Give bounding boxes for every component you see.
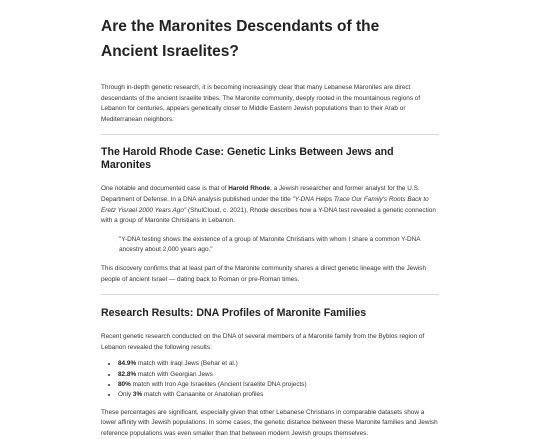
rhode-text-part: One notable and documented case is that of	[101, 185, 228, 192]
conclusion-paragraph: These percentages are significant, especially given that other Lebanese Christians in comparable datasets show a lower affinity with Jewish populations. In some cases, the genetic distance between these Maronite families and Jewish reference populations was even smaller than that between modern Jewish groups themselves.	[101, 408, 439, 439]
rhode-text-part: (ShulCloud, c. 2021), Rhode describes how a Y-DNA test revealed a genetic connection with a group of Maronite Christians in Lebanon.	[101, 207, 436, 225]
section-divider	[101, 134, 439, 135]
rhode-paragraph	[101, 184, 439, 226]
rhode-book-title: "Y-DNA Helps Trace Our Family's Roots Back to Eretz Yisrael 2000 Years Ago"	[101, 196, 429, 214]
rhode-name: Harold Rhode	[228, 185, 270, 192]
item-text: match with Iron Age Israelites (Ancient Israelite DNA projects)	[131, 381, 307, 388]
list-item	[118, 359, 439, 369]
item-percentage: 80%	[118, 381, 131, 388]
item-percentage: 3%	[133, 391, 142, 398]
rhode-quote: "Y-DNA testing shows the existence of a group of Maronite Christians with whom I share a common Y-DNA ancestry about 2,000 years ago."	[119, 235, 439, 256]
section-heading-results: Research Results: DNA Profiles of Maronite Families	[101, 307, 439, 320]
list-item	[118, 390, 439, 400]
results-list	[101, 359, 439, 400]
item-text: match with Iraqi Jews (Behar et al.)	[136, 360, 238, 367]
list-item	[118, 370, 439, 380]
item-percentage: 82.8%	[118, 371, 136, 378]
intro-paragraph: Through in-depth genetic research, it is becoming increasingly clear that many Lebanese Maronites are direct descendants of the ancient Israelite tribes. The Maronite community, deeply rooted in the mountainous regions of Lebanon for centuries, appears genetically closer to Middle Eastern Jewish populations than to their Arab or Mediterranean neighbors.	[101, 83, 439, 125]
item-text: match with Georgian Jews	[136, 371, 213, 378]
section-heading-rhode: The Harold Rhode Case: Genetic Links Between Jews and Maronites	[101, 146, 439, 172]
results-intro-paragraph: Recent genetic research conducted on the DNA of several members of a Maronite family from the Byblos region of Lebanon revealed the following results:	[101, 332, 439, 353]
article-title: Are the Maronites Descendants of the Ancient Israelites?	[101, 0, 439, 64]
list-item	[118, 380, 439, 390]
item-prefix: Only	[118, 391, 133, 398]
rhode-text-part: , a Jewish researcher and former analyst for the U.S. Department of Defense. In a DNA analysis published under the title	[101, 185, 420, 203]
item-text: match with Canaanite or Anatolian profiles	[142, 391, 263, 398]
section-divider	[101, 294, 439, 295]
discovery-paragraph: This discovery confirms that at least part of the Maronite community shares a direct genetic lineage with the Jewish people of ancient Israel — dating back to Roman or pre-Roman times.	[101, 264, 439, 285]
item-percentage: 84.9%	[118, 360, 136, 367]
